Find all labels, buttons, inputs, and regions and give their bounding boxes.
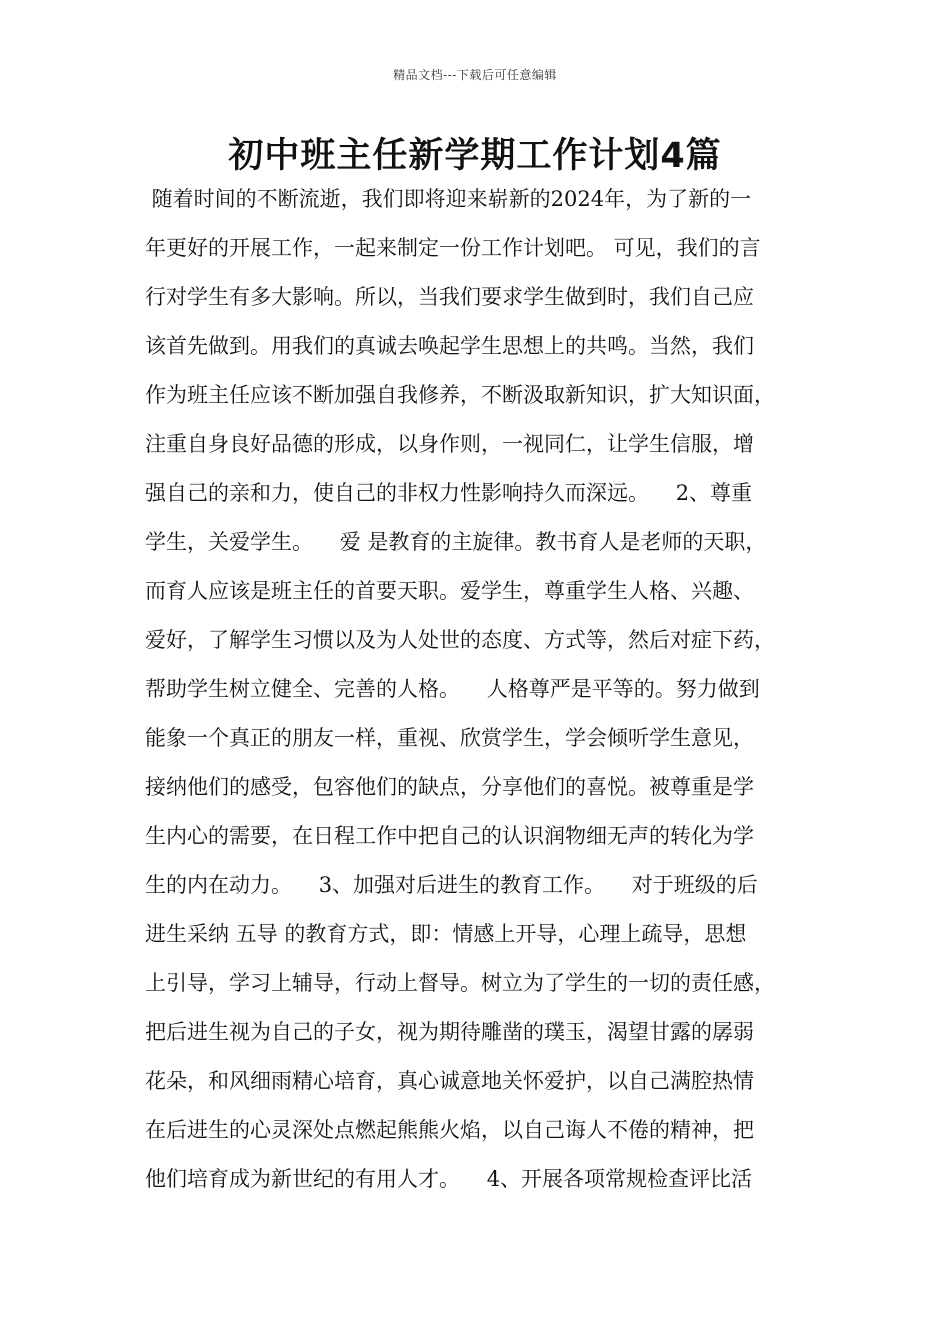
body-line: 而育人应该是班主任的首要天职。爱学生，尊重学生人格、兴趣、 [145, 579, 754, 603]
body-line: 生内心的需要，在日程工作中把自己的认识润物细无声的转化为学 [145, 824, 754, 848]
body-line: 注重自身良好品德的形成，以身作则，一视同仁，让学生信服，增 [145, 432, 754, 456]
body-line: 爱好，了解学生习惯以及为人处世的态度、方式等，然后对症下药， [145, 628, 775, 652]
body-line: 强自己的亲和力，使自己的非权力性影响持久而深远。 2、尊重 [145, 481, 753, 505]
body-line: 接纳他们的感受，包容他们的缺点，分享他们的喜悦。被尊重是学 [145, 775, 754, 799]
body-line: 把后进生视为自己的子女，视为期待雕凿的璞玉，渴望甘露的孱弱 [145, 1020, 754, 1044]
body-text [145, 180, 825, 1209]
body-line: 在后进生的心灵深处点燃起熊熊火焰，以自己诲人不倦的精神，把 [145, 1118, 754, 1142]
body-line: 年更好的开展工作，一起来制定一份工作计划吧。 可见，我们的言 [145, 236, 761, 260]
document-title: 初中班主任新学期工作计划4篇 [228, 136, 722, 176]
body-line: 作为班主任应该不断加强自我修养，不断汲取新知识，扩大知识面， [145, 383, 775, 407]
body-line: 他们培育成为新世纪的有用人才。 4、开展各项常规检查评比活 [145, 1167, 753, 1191]
body-line: 随着时间的不断流逝，我们即将迎来崭新的2024年，为了新的一 [145, 187, 752, 211]
body-line: 帮助学生树立健全、完善的人格。 人格尊严是平等的。努力做到 [145, 677, 760, 701]
body-line: 该首先做到。用我们的真诚去唤起学生思想上的共鸣。当然，我们 [145, 334, 754, 358]
body-line: 花朵，和风细雨精心培育，真心诚意地关怀爱护，以自己满腔热情 [145, 1069, 754, 1093]
body-line: 上引导，学习上辅导，行动上督导。树立为了学生的一切的责任感， [145, 971, 775, 995]
header-note: 精品文档---下载后可任意编辑 [393, 68, 557, 82]
body-line: 生的内在动力。 3、加强对后进生的教育工作。 对于班级的后 [145, 873, 758, 897]
body-line: 进生采纳 五导 的教育方式，即：情感上开导，心理上疏导，思想 [145, 922, 747, 946]
body-line: 学生，关爱学生。 爱 是教育的主旋律。教书育人是老师的天职， [145, 530, 767, 554]
body-line: 能象一个真正的朋友一样，重视、欣赏学生，学会倾听学生意见， [145, 726, 754, 750]
body-line: 行对学生有多大影响。所以，当我们要求学生做到时，我们自己应 [145, 285, 754, 309]
